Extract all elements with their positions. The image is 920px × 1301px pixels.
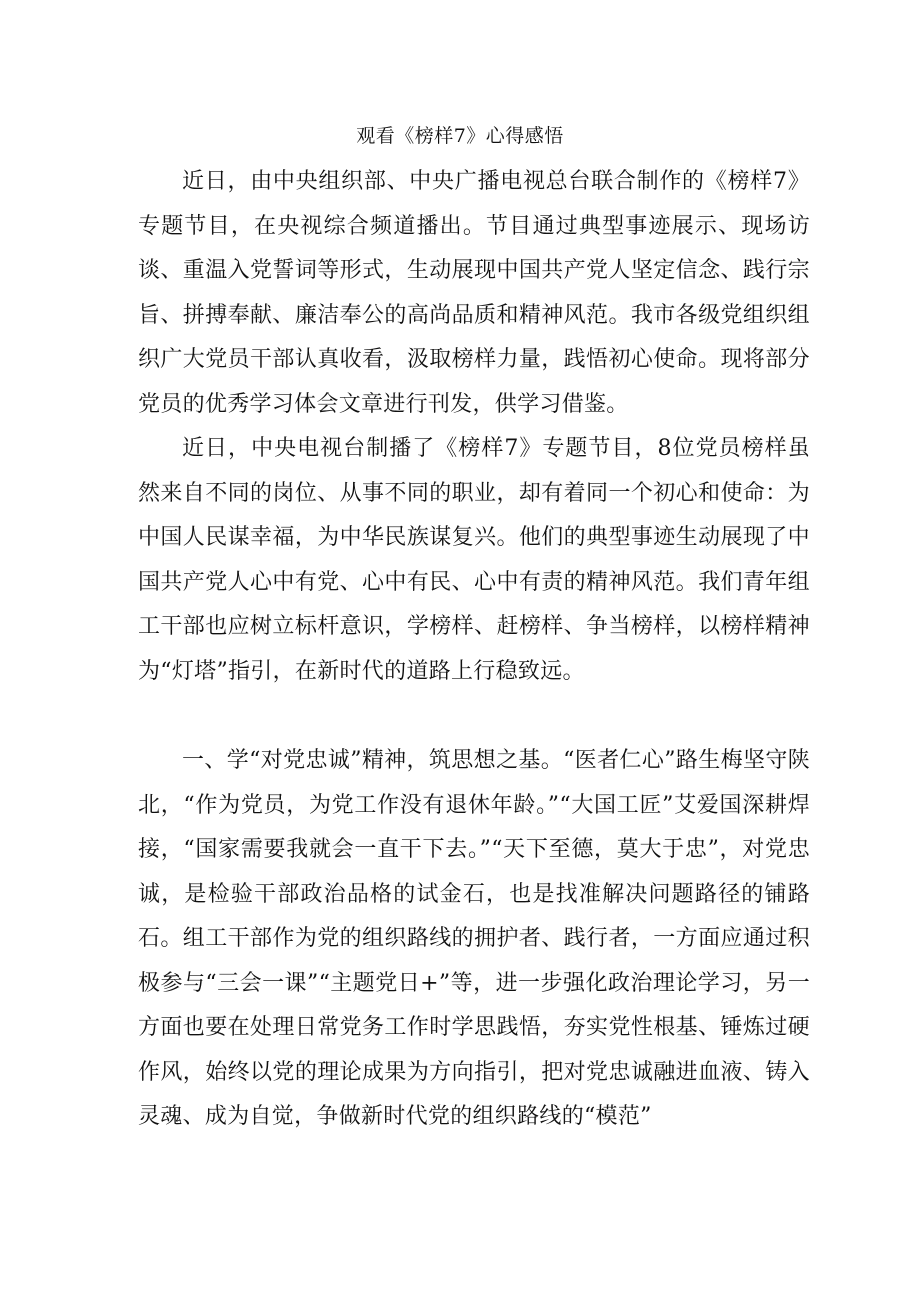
paragraph-overview: 近日，中央电视台制播了《榜样7》专题节目，8位党员榜样虽然来自不同的岗位、从事不同的职业，却有着同一个初心和使命：为中国人民谋幸福，为中华民族谋复兴。他们的典型事迹生动展现了中国共产党人心中有党、心中有民、心中有责的精神风范。我们青年组工干部也应树立标杆意识，学榜样、赶榜样、争当榜样，以榜样精神为“灯塔”指引，在新时代的道路上行稳致远。 (138, 436, 810, 684)
paragraph-intro: 近日，由中央组织部、中央广播电视总台联合制作的《榜样7》专题节目，在央视综合频道播出。节目通过典型事迹展示、现场访谈、重温入党誓词等形式，生动展现中国共产党人坚定信念、践行宗旨、拼搏奉献、廉洁奉公的高尚品质和精神风范。我市各级党组织组织广大党员干部认真收看，汲取榜样力量，践悟初心使命。现将部分党员的优秀学习体会文章进行刊发，供学习借鉴。 (138, 169, 810, 417)
paragraph-section-one: 一、学“对党忠诚”精神，筑思想之基。“医者仁心”路生梅坚守陕北，“作为党员，为党工作没有退休年龄。”“大国工匠”艾爱国深耕焊接，“国家需要我就会一直干下去。”“天下至德，莫大于忠”，对党忠诚，是检验干部政治品格的试金石，也是找准解决问题路径的铺路石。组工干部作为党的组织路线的拥护者、践行者，一方面应通过积极参与“三会一课”“主题党日+”等，进一步强化政治理论学习，另一方面也要在处理日常党务工作时学思践悟，夯实党性根基、锤炼过硬作风，始终以党的理论成果为方向指引，把对党忠诚融进血液、铸入灵魂、成为自觉，争做新时代党的组织路线的“模范” (138, 748, 810, 1129)
document-body (138, 160, 810, 1140)
document-title: 观看《榜样7》心得感悟 (356, 125, 564, 147)
